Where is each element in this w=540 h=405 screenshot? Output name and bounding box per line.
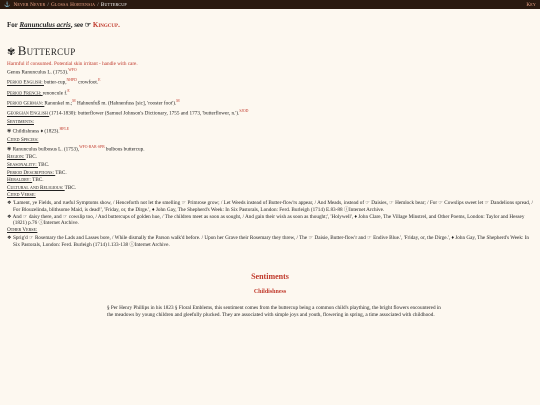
field-label: Heraldry: [7,177,33,184]
cited-verse-list [7,200,533,227]
sentiments-heading: Sentiments [251,272,289,282]
field-row [7,144,533,154]
field-label: Seasonality: [7,162,38,169]
field-label: Sentiments: [7,118,34,125]
field-label: Region: [7,154,26,161]
warning-text: Harmful if consumed. Potential skin irritant - handle with care. [7,61,138,67]
breadcrumb-glossa-hortensia[interactable]: Glossa Hortensia [50,1,96,8]
other-verse-list [7,235,533,249]
citation-link[interactable]: E [67,88,70,93]
flower-icon: ✾ [7,47,16,58]
for-line: For Ranunculus acris, see ☞ Kingcup. [7,21,120,29]
citation-link[interactable]: SJOD [239,109,249,114]
field-value: Hahnenfuß m. (Hahnenfuss [sic], 'rooster foot'). [75,100,177,107]
field-label: Cultural and Religious: [7,184,65,191]
field-value: ✾ Childishness ♦ (1823). [7,128,60,135]
field-value: Ranunkel m.; [44,100,73,107]
field-value: Genus Ranunculus L. (1753). [7,69,69,76]
citation-link[interactable]: NHPD [66,78,77,83]
field-row [7,67,533,77]
field-row [7,126,533,136]
field-value: TBC. [55,169,67,176]
citation-link[interactable]: WFO·BAB·SPB [79,145,105,150]
field-row [7,162,533,170]
field-value: TBC. [25,154,38,161]
key-link[interactable]: Key [526,1,536,8]
field-row [7,77,533,87]
field-label: Period German: [7,100,45,107]
field-row [7,185,533,193]
field-value: TBC. [64,184,77,191]
field-row [7,177,533,185]
breadcrumb-current: Buttercup [100,1,127,8]
field-label: Period English: [7,80,44,87]
breadcrumb-separator: / [47,1,49,8]
kingcup-link[interactable]: Kingcup. [92,21,120,29]
field-value: butter-cup, [43,80,67,87]
childishness-heading: Childishness [253,289,287,296]
field-row [7,119,533,127]
main-content [0,21,540,319]
field-row [7,170,533,178]
field-value: crowfoot. [76,80,99,87]
sentiment-paragraph: § Per Henry Phillips in his 1823 § Floral Emblems, this sentiment comes from the buttercup being a common child's plaything, the bright flowers encountered in the meadows by young children and gleefully plucked. They are associated with simple joys and youth, flowering in spring, a time associated with childhood. [107,305,441,319]
field-label: Period Descriptions: [7,169,56,176]
verse-quote: ❖ And ☞ daisy there, and ☞ cowslip too, / And buttercups of golden hue, / The children meet as soon as sought, / And gain their wish as soon as thought;', 'Holywell', ♦ John Clare, The Village Minstrel, and Other Poems, London: Taylor and Hessey (1821) p.76 ⓘInternet Archive. [7,213,525,227]
citation-link[interactable]: HFLE [59,127,70,132]
breadcrumb-never-never[interactable]: Never Never [13,1,46,8]
field-value: bulbous buttercup. [104,146,145,153]
field-list [7,67,533,200]
citation-link[interactable]: E [98,78,101,83]
field-label: Period French: [7,90,43,97]
citation-link[interactable]: WFO [68,68,77,72]
verse-quote: ❖ Sprig'd ☞ Rosemary the Lads and Lasses bore, / While dismally the Parson walk'd before. / Upon her Grave their Rosemary they threw, / The ☞ Daisie, Butter-flow'r and ☞ Endive Blue.', 'Friday, or, the Dirge.', ♦ John Gay, The Shepherd's Week: In Six Pastorals, London: Ferd. Burleigh (1714) l.133-138 ⓘInternet Archive. [7,234,530,248]
see-label: see ☞ [74,21,92,29]
for-species: Ranunculus acris [19,21,71,29]
field-label: Georgian English [7,111,50,118]
field-row [7,108,533,118]
field-row [7,137,533,145]
other-verse-label: Other Verse: [7,227,38,234]
field-value: renoncule f. [42,90,68,97]
citation-link[interactable]: M [176,98,180,103]
field-row [7,154,533,162]
field-row [7,192,533,200]
top-navigation-bar [0,0,540,9]
field-label: Cited Verse: [7,192,36,199]
field-label: Cited Species: [7,136,39,143]
breadcrumb-separator: / [97,1,99,8]
for-prefix: For [7,21,18,29]
field-row [7,98,533,108]
field-value: ✾ Ranunculus bulbosus L. (1753), [7,146,80,153]
field-value: TBC. [37,162,50,169]
field-value: (1714-1830): butterflower (Samuel Johnson's Dictionary, 1755 and 1773, 'butterflower, n.'). [49,111,240,118]
page-title-text: Buttercup [17,43,76,58]
page-title [7,43,533,59]
citation-link[interactable]: M [72,98,76,103]
field-row [7,88,533,98]
verse-quote: ❖ 'Lament, ye Fields, and rueful Symptoms show, / Henceforth not let the smelling ☞ Primrose grow; / Let Weeds instead of Butter-flow'rs appear, / And Meads, instead of ☞ Daisies, ☞ Hemlock bear; / For ☞ Cowslips sweet let ☞ Dandelions spread, / For Blouzelinda, blithsome Maid, is dead!', 'Friday, or, the Dirge.', ♦ John Gay, The Shepherd's Week: In Six Pastorals, London: Ferd. Burleigh (1714) E.83-88 ⓘInternet Archive. [7,200,533,213]
anchor-icon[interactable]: ⚓ [4,2,11,8]
field-value: TBC. [32,177,44,184]
